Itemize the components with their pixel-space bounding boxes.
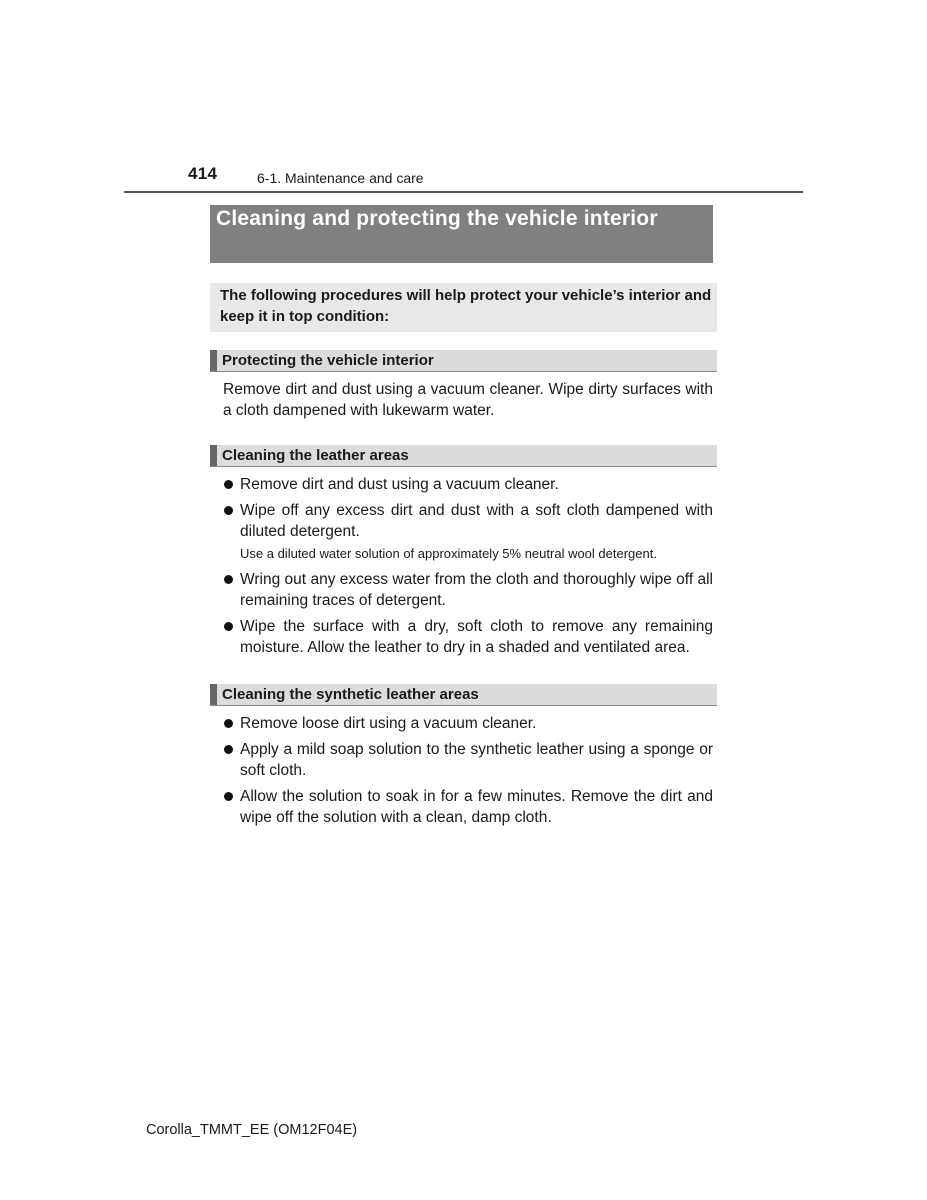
bullet-dot-icon bbox=[224, 575, 233, 584]
list-item bbox=[222, 616, 713, 658]
list-item bbox=[222, 569, 713, 611]
bullet-dot-icon bbox=[224, 719, 233, 728]
bullet-note: Use a diluted water solution of approximately 5% neutral wool detergent. bbox=[240, 546, 657, 561]
list-item-text: Wipe off any excess dirt and dust with a soft cloth dampened with diluted detergent. bbox=[240, 502, 713, 540]
list-item bbox=[222, 786, 713, 828]
protecting-paragraph: Remove dirt and dust using a vacuum cleaner. Wipe dirty surfaces with a cloth dampened with lukewarm water. bbox=[223, 381, 713, 419]
bullet-dot-icon bbox=[224, 506, 233, 515]
list-item-text: Apply a mild soap solution to the synthetic leather using a sponge or soft cloth. bbox=[240, 741, 713, 779]
intro-box: The following procedures will help protect your vehicle’s interior and keep it in top condition: bbox=[210, 283, 717, 332]
list-item-text: Wipe the surface with a dry, soft cloth to remove any remaining moisture. Allow the leather to dry in a shaded and ventilated area. bbox=[240, 618, 713, 656]
bullet-dot-icon bbox=[224, 745, 233, 754]
subheading-label: Cleaning the synthetic leather areas bbox=[222, 686, 479, 703]
subheading-label: Cleaning the leather areas bbox=[222, 447, 409, 464]
subheading-label: Protecting the vehicle interior bbox=[222, 352, 434, 369]
list-item-text: Wring out any excess water from the cloth and thoroughly wipe off all remaining traces of detergent. bbox=[240, 571, 713, 609]
list-item-text: Remove loose dirt using a vacuum cleaner. bbox=[240, 715, 537, 732]
bullet-dot-icon bbox=[224, 622, 233, 631]
subheading-leather-areas bbox=[210, 445, 717, 467]
subheading-bar bbox=[210, 350, 217, 371]
list-item bbox=[222, 739, 713, 781]
page-title: Cleaning and protecting the vehicle interior bbox=[210, 205, 713, 263]
bullet-dot-icon bbox=[224, 792, 233, 801]
list-item bbox=[222, 474, 713, 495]
synthetic-leather-bullet-list bbox=[222, 713, 713, 833]
section-label: 6-1. Maintenance and care bbox=[257, 170, 424, 186]
subheading-synthetic-leather-areas bbox=[210, 684, 717, 706]
leather-bullet-list bbox=[222, 474, 713, 663]
footer-doc-id: Corolla_TMMT_EE (OM12F04E) bbox=[146, 1122, 358, 1138]
list-item-text: Remove dirt and dust using a vacuum cleaner. bbox=[240, 476, 559, 493]
list-item-text: Allow the solution to soak in for a few minutes. Remove the dirt and wipe off the solution with a clean, damp cloth. bbox=[240, 788, 713, 826]
list-item bbox=[222, 713, 713, 734]
subheading-protecting-interior bbox=[210, 350, 717, 372]
header-rule bbox=[124, 191, 803, 193]
subheading-bar bbox=[210, 684, 217, 705]
subheading-bar bbox=[210, 445, 217, 466]
bullet-dot-icon bbox=[224, 480, 233, 489]
page-number: 414 bbox=[188, 164, 218, 183]
list-item bbox=[222, 500, 713, 542]
